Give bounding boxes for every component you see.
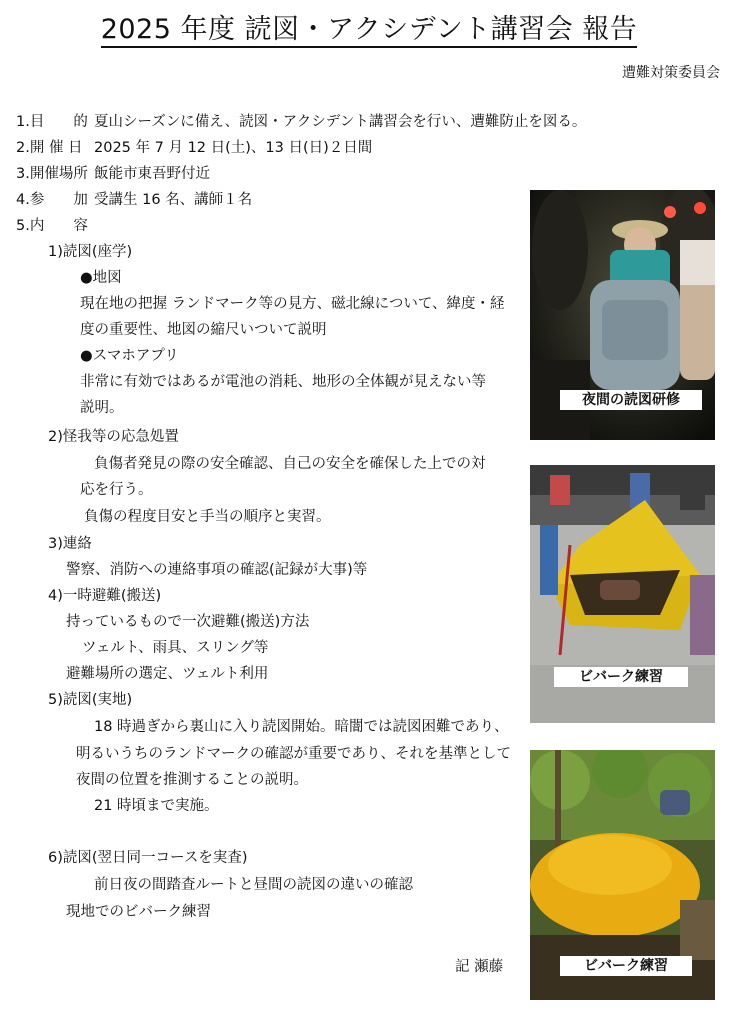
body-text: 警察、消防への連絡事項の確認(記録が大事)等 (66, 562, 368, 578)
item-label: 5.内 容 (16, 218, 88, 234)
section-heading: 2)怪我等の応急処置 (48, 429, 179, 445)
page-title (0, 14, 738, 46)
item-location (16, 165, 210, 183)
item-value: 飯能市東吾野付近 (94, 166, 210, 182)
photo-caption: ビバーク練習 (554, 667, 688, 687)
body-text: 説明。 (80, 400, 124, 416)
photo-night-map-reading (530, 190, 715, 440)
section-heading: 5)読図(実地) (48, 692, 133, 708)
bullet-app: ●スマホアプリ (80, 348, 179, 364)
body-text: 度の重要性、地図の縮尺いついて説明 (80, 322, 327, 338)
section-heading: 6)読図(翌日同一コースを実査) (48, 850, 248, 866)
body-text: ツェルト、雨具、スリング等 (82, 640, 269, 656)
item-purpose (16, 113, 586, 131)
body-text: 現地でのビバーク練習 (66, 904, 211, 920)
bullet-map: ●地図 (80, 270, 122, 286)
item-value: 受講生 16 名、講師１名 (94, 192, 253, 208)
body-text: 18 時過ぎから裏山に入り読図開始。暗闇では読図困難であり、 (94, 719, 509, 735)
item-participants (16, 191, 252, 209)
body-text: 非常に有効ではあるが電池の消耗、地形の全体観が見えない等 (80, 374, 486, 390)
section-heading: 3)連絡 (48, 536, 92, 552)
photo-caption: 夜間の読図研修 (560, 390, 702, 410)
body-text: 明るいうちのランドマークの確認が重要であり、それを基準として (76, 746, 511, 762)
item-content (16, 217, 94, 235)
body-text: 負傷者発見の際の安全確認、自己の安全を確保した上での対 (94, 456, 486, 472)
page-title-text: 2025 年度 読図・アクシデント講習会 報告 (101, 14, 638, 48)
body-text: 持っているもので一次避難(搬送)方法 (66, 614, 310, 630)
body-text: 応を行う。 (80, 482, 153, 498)
organization-name: 遭難対策委員会 (622, 65, 720, 81)
body-text: 前日夜の間踏査ルートと昼間の読図の違いの確認 (94, 877, 413, 893)
section-heading: 4)一時避難(搬送) (48, 588, 162, 604)
body-text: 避難場所の選定、ツェルト利用 (66, 666, 269, 682)
body-text: 負傷の程度目安と手当の順序と実習。 (84, 509, 331, 525)
photo-bivouac-practice-1 (530, 465, 715, 723)
item-value: 2025 年 7 月 12 日(土)、13 日(日)２日間 (94, 140, 373, 156)
body-text: 夜間の位置を推測することの説明。 (76, 772, 308, 788)
body-text: 21 時頃まで実施。 (94, 798, 219, 814)
signature: 記 瀬藤 (455, 959, 504, 975)
section-heading: 1)読図(座学) (48, 244, 133, 260)
photo-bivouac-practice-2 (530, 750, 715, 1000)
item-label: 4.参 加 (16, 192, 88, 208)
item-label: 1.目 的 (16, 114, 88, 130)
item-value: 夏山シーズンに備え、読図・アクシデント講習会を行い、遭難防止を図る。 (94, 114, 587, 130)
body-text: 現在地の把握 ランドマーク等の見方、磁北線について、緯度・経 (80, 296, 505, 312)
item-label: 3.開催場所 (16, 166, 88, 182)
item-date (16, 139, 372, 157)
photo-caption: ビバーク練習 (560, 956, 692, 976)
item-label: 2.開 催 日 (16, 140, 83, 156)
